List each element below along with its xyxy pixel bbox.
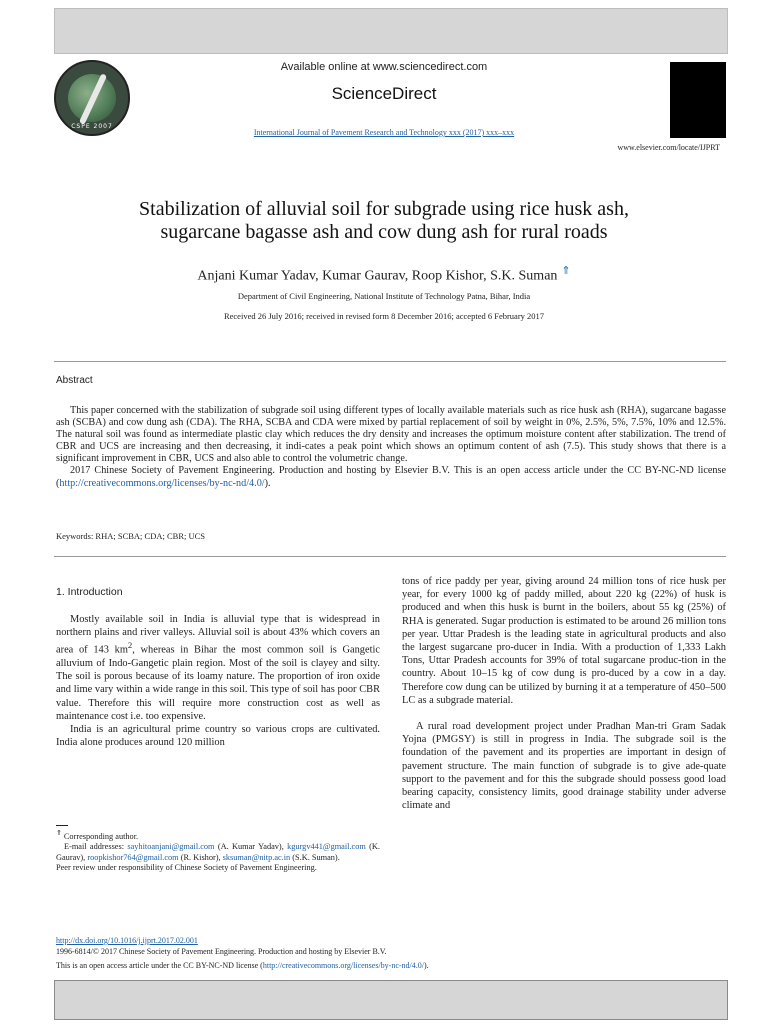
email-link[interactable]: sksuman@nitp.ac.in [222,852,291,862]
paragraph: tons of rice paddy per year, giving around 24 million tons of rice husk per year, for every 1000 kg of paddy milled, about 220 kg (22%) of husk is produced and when this husk is burnt in the boilers, about 55 kg (25%) of RHA is generated. Sugar production is estimated to be around 26 million tons per year. Uttar Pradesh is the leading state in agricultural products and also the largest sugarcane pro-ducer in India. With a production of 1,333 Lakh Tons, Uttar Pradesh accounts for 39% of total sugarcane produc-tion in the country. About 10–15 kg of cow dung is pro-duced by a cow in a day. Therefore cow dung can be utilized by burning it at a temperature of 450–500 LC as a subgrade material. [402,576,726,706]
email-link[interactable]: roopkishor764@gmail.com [87,852,179,862]
right-column [402,575,726,812]
email-link[interactable]: sayhitoanjani@gmail.com [127,842,215,852]
title-line-2: sugarcane bagasse ash and cow dung ash for rural roads [160,221,608,243]
license-link[interactable]: http://creativecommons.org/licenses/by-nc-nd/4.0/ [262,961,424,970]
license-link[interactable]: http://creativecommons.org/licenses/by-nc-nd/4.0/ [59,477,265,489]
author-list [60,264,708,285]
top-banner-placeholder [54,8,728,54]
authors-text: Anjani Kumar Yadav, Kumar Gaurav, Roop Kishor, S.K. Suman [197,268,558,284]
sciencedirect-brand: ScienceDirect [331,84,437,103]
paragraph: India is an agricultural prime country so various crops are cultivated. India alone produces around 120 million [56,724,380,749]
footnote [56,829,380,873]
paragraph: A rural road development project under Pradhan Man-tri Gram Sadak Yojna (PMGSY) is still in progress in India. The subgrade soil is the foundation of the pavement and its properties are important in design of pavement structure. The main function of subgrade is to give ade-quate support to the pavement and for this the subgrade should possess good load bearing capacity, consistency limits, good drainage stability under adverse climate and [402,721,726,812]
divider [54,361,726,362]
bottom-banner-placeholder [54,980,728,1020]
divider [54,556,726,557]
elsevier-url: www.elsevier.com/locate/IJPRT [617,143,720,152]
affiliation: Department of Civil Engineering, National Institute of Technology Patna, Bihar, India [237,291,531,301]
doi-link[interactable]: http://dx.doi.org/10.1016/j.ijprt.2017.02.001 [56,936,198,945]
footnote-rule [56,825,68,826]
title-line-1: Stabilization of alluvial soil for subgrade using rice husk ash, [139,198,629,220]
abstract-text: This paper concerned with the stabilization of subgrade soil using different types of locally available materials such as rice husk ash (RHA), sugarcane bagasse ash (SCBA) and cow dung ash (CDA). The RHA, SCBA and CDA were mixed by partial replacement of soil by weight in 0%, 2.5%, 5%, 7.5%, 10% and 12.5%. The natural soil was found as intermediate plastic clay which reduces the dry density and increases the optimum moisture content after stabilization. The trend of CBR and UCS are increasing and then decreasing, it indi-cates a peak point which shows an optimum content of ash (7.5). This study shows that there is a significant improvement in CBR, UCS and also able to control the volumetric change. [56,405,726,465]
journal-cover-image [670,62,726,138]
abstract-heading: Abstract [56,375,93,386]
peer-review-note: Peer review under responsibility of Chinese Society of Pavement Engineering. [56,862,317,872]
section-heading-introduction: 1. Introduction [56,586,123,598]
paragraph: Mostly available soil in India is alluvial type that is widespread in northern plains and river valleys. Alluvial soil is about 43% which covers an area of 143 $km^2$, whereas in Bihar the most common soil is Gangetic alluvium of Indo-Gangetic plain region. Most of the soil is clayey and silty. The soil is porous because of its loamy nature. The proportion of iron oxide and lime vary within a wide range in this soil. This type of soil has poor CBR value. Therefore this will require more construction cost as well as maintenance cost i.e. too expensive. [56,614,380,722]
corresponding-note: ⇑ Corresponding author. [56,830,139,841]
received-dates: Received 26 July 2016; received in revised form 8 December 2016; accepted 6 February 2017 [223,311,545,321]
left-column [56,613,380,750]
email-addresses: E-mail addresses: sayhitoanjani@gmail.com (A. Kumar Yadav), kgurgv441@gmail.com (K. Gaurav), roopkishor764@gmail.com (R. Kishor), sksuman@nitp.ac.in (S.K. Suman). [56,842,381,862]
keywords: Keywords: RHA; SCBA; CDA; CBR; UCS [56,531,206,541]
abstract-copyright: 2017 Chinese Society of Pavement Engineering. Production and hosting by Elsevier B.V. This is an open access article under the CC BY-NC-ND license (http://creativecommons.org/licenses/by-nc-nd/4.0/). [56,465,726,489]
journal-link[interactable]: International Journal of Pavement Research and Technology xxx (2017) xxx–xxx [253,128,515,137]
corresponding-author-link[interactable]: ⇑ [561,265,571,277]
available-online: Available online at www.sciencedirect.com [280,61,488,73]
copyright-line: 1996-6814/© 2017 Chinese Society of Pavement Engineering. Production and hosting by Elsevier B.V. [56,947,387,956]
abstract-body [56,405,726,490]
email-link[interactable]: kgurgv441@gmail.com [287,842,366,852]
logo-text: CSPE 2007 [71,123,113,130]
article-title [60,198,708,244]
license-line: This is an open access article under the CC BY-NC-ND license (http://creativecommons.org/licenses/by-nc-nd/4.0/). [56,961,429,970]
